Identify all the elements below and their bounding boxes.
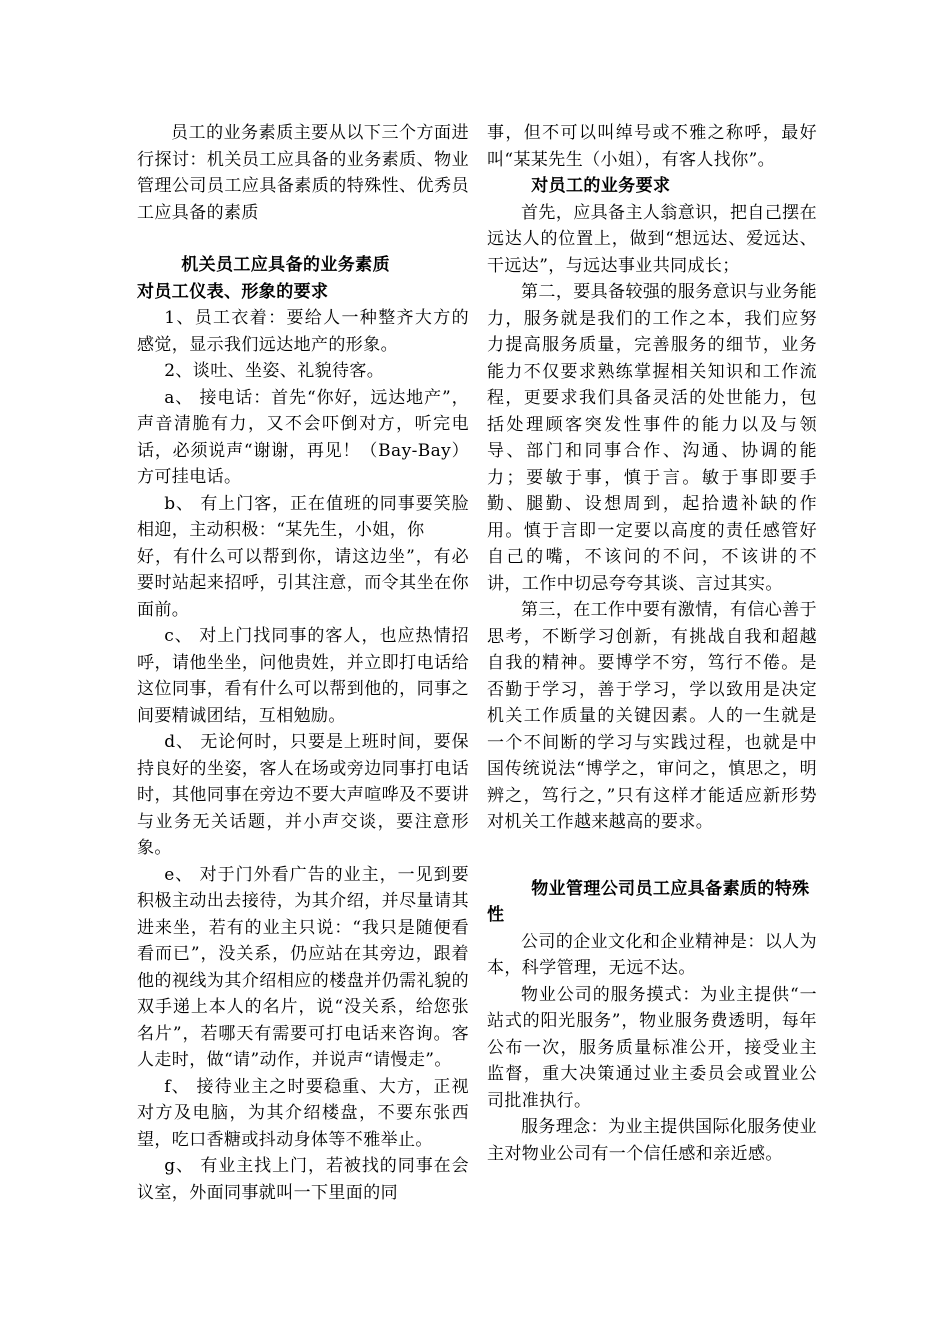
section-heading: 对员工的业务要求 [531,176,671,196]
paragraph: 首先，应具备主人翁意识，把自己摆在远达人的位置上，做到“想远达、爱远达、干远达”，与远达事业共同成长； [487,202,817,276]
paragraph: 服务理念：为业主提供国际化服务使业主对物业公司有一个信任感和亲近感。 [487,1117,817,1164]
paragraph: a、 接电话：首先“你好，远达地产”，声音清脆有力，又不会吓倒对方，听完电话，必须说声“谢谢，再见！（Bay-Bay）方可挂电话。 [137,387,469,487]
paragraph: 2、谈吐、坐姿、礼貌待客。 [164,361,385,381]
left-column [137,120,469,1206]
paragraph: 事，但不可以叫绰号或不雅之称呼，最好叫“某某先生（小姐），有客人找你”。 [487,123,817,170]
paragraph: d、 无论何时，只要是上班时间，要保持良好的坐姿，客人在场或旁边同事打电话时，其他同事在旁边不要大声喧哗及不要讲与业务无关话题，并小声交谈，要注意形象。 [137,732,469,858]
paragraph: 物业公司的服务摸式：为业主提供“一站式的阳光服务”，物业服务费透明，每年公布一次，服务质量标准公开，接受业主监督，重大决策通过业主委员会或置业公司批准执行。 [487,984,817,1111]
paragraph: 第三，在工作中要有激情，有信心善于思考，不断学习创新，有挑战自我和超越自我的精神。要博学不穷，笃行不倦。是否勤于学习，善于学习，学以致用是决定机关工作质量的关键因素。人的一生就是一个不间断的学习与实践过程，也就是中国传统说法“博学之，审问之，慎思之，明辨之，笃行之，”只有这样才能适应新形势对机关工作越来越高的要求。 [487,600,817,832]
paragraph: f、 接待业主之时要稳重、大方，正视对方及电脑，为其介绍楼盘，不要东张西望，吃口香糖或抖动身体等不雅举止。 [137,1076,469,1150]
section-heading: 物业管理公司员工应具备素质的特殊性 [487,878,810,925]
spacer [487,836,817,876]
paragraph: 好，有什么可以帮到你，请这边坐”，有必要时站起来招呼，引其注意，而令其坐在你面前。 [137,546,469,620]
spacer [137,226,469,252]
paragraph: g、 有业主找上门，若被找的同事在会议室，外面同事就叫一下里面的同 [137,1156,469,1203]
section-heading: 机关员工应具备的业务素质 [181,255,390,275]
paragraph: 员工的业务素质主要从以下三个方面进行探讨：机关员工应具备的业务素质、物业管理公司员工应具备素质的特殊性、优秀员工应具备的素质 [137,123,469,223]
right-column [487,120,817,1167]
section-heading: 对员工仪表、形象的要求 [137,281,329,302]
paragraph: 公司的企业文化和企业精神是：以人为本，科学管理，无远不达。 [487,931,817,978]
paragraph: 1、员工衣着：要给人一种整齐大方的感觉，显示我们远达地产的形象。 [137,308,469,355]
paragraph: 第二，要具备较强的服务意识与业务能力，服务就是我们的工作之本，我们应努力提高服务质量，完善服务的细节，业务能力不仅要求熟练掌握相关知识和工作流程，更要求我们具备灵活的处世能力，包括处理顾客突发性事件的能力以及与领导、部门和同事合作、沟通、协调的能力；要敏于事，慎于言。敏于事即要手勤、腿勤、设想周到，起拾遗补缺的作用。慎于言即一定要以高度的责任感管好自己的嘴，不该问的不问，不该讲的不讲，工作中切忌夸夸其谈、言过其实。 [487,282,817,594]
paragraph: c、 对上门找同事的客人，也应热情招呼，请他坐坐，问他贵姓，并立即打电话给这位同事，看有什么可以帮到他的，同事之间要精诚团结，互相勉励。 [137,626,469,726]
paragraph: b、 有上门客，正在值班的同事要笑脸相迎，主动积极：“某先生，小姐，你 [137,493,469,540]
paragraph: e、 对于门外看广告的业主，一见到要积极主动出去接待，为其介绍，并尽量请其进来坐，若有的业主只说：“我只是随便看看而已”，没关系，仍应站在其旁边，跟着他的视线为其介绍相应的楼盘并仍需礼貌的双手递上本人的名片，说“没关系，给您张名片”，若哪天有需要可打电话来咨询。客人走时，做“请”动作，并说声“请慢走”。 [137,864,469,1070]
